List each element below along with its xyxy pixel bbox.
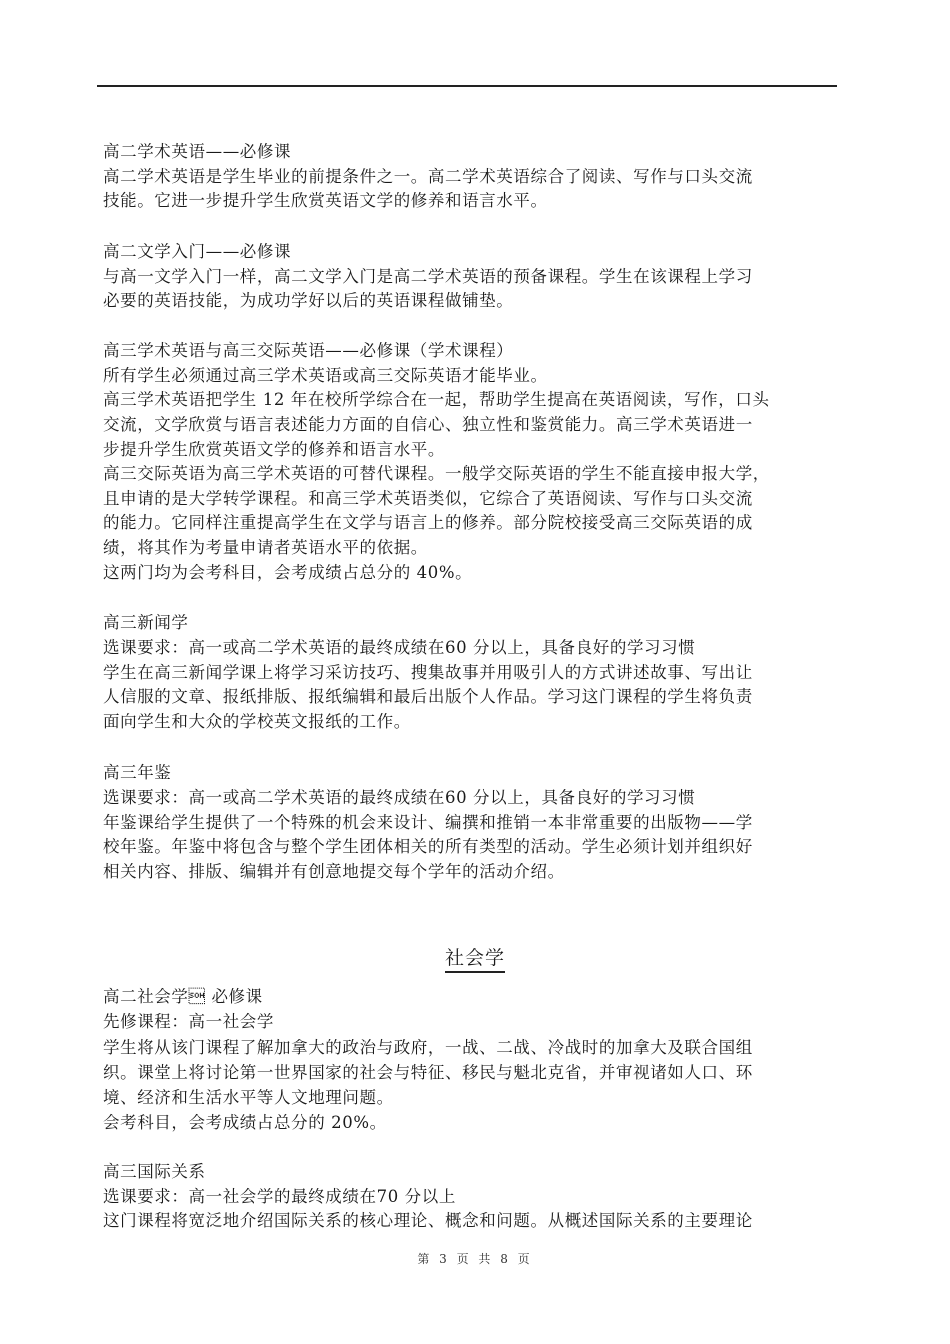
paragraph-line: 绩，将其作为考量申请者英语水平的依据。 bbox=[103, 538, 428, 557]
paragraph-line: 选课要求：高一或高二学术英语的最终成绩在60 分以上，具备良好的学习习惯 bbox=[103, 638, 696, 657]
paragraph-line: 所有学生必须通过高三学术英语或高三交际英语才能毕业。 bbox=[103, 366, 548, 385]
paragraph-line: 面向学生和大众的学校英文报纸的工作。 bbox=[103, 712, 411, 731]
header-rule bbox=[97, 85, 837, 87]
paragraph-line: 相关内容、排版、编辑并有创意地提交每个学年的活动介绍。 bbox=[103, 862, 565, 881]
paragraph-line: 与高一文学入门一样，高二文学入门是高二学术英语的预备课程。学生在该课程上学习 bbox=[103, 267, 753, 286]
section-title: 高二文学入门——必修课 bbox=[103, 242, 292, 261]
paragraph-line: 技能。它进一步提升学生欣赏英语文学的修养和语言水平。 bbox=[103, 191, 548, 210]
paragraph-line: 的能力。它同样注重提高学生在文学与语言上的修养。部分院校接受高三交际英语的成 bbox=[103, 513, 753, 532]
paragraph-line: 先修课程：高一社会学 bbox=[103, 1012, 274, 1031]
paragraph-line: 人信服的文章、报纸排版、报纸编辑和最后出版个人作品。学习这门课程的学生将负责 bbox=[103, 687, 753, 706]
social-studies-heading bbox=[0, 943, 950, 970]
paragraph-line: 这两门均为会考科目，会考成绩占总分的 40%。 bbox=[103, 563, 473, 582]
paragraph-line: 学生在高三新闻学课上将学习采访技巧、搜集故事并用吸引人的方式讲述故事、写出让 bbox=[103, 663, 753, 682]
paragraph-line: 这门课程将宽泛地介绍国际关系的核心理论、概念和问题。从概述国际关系的主要理论 bbox=[103, 1211, 753, 1230]
section-title: 高二学术英语——必修课 bbox=[103, 142, 292, 161]
paragraph-line: 学生将从该门课程了解加拿大的政治与政府，一战、二战、冷战时的加拿大及联合国组 bbox=[103, 1038, 753, 1057]
paragraph-line: 高二学术英语是学生毕业的前提条件之一。高二学术英语综合了阅读、写作与口头交流 bbox=[103, 167, 753, 186]
paragraph-line: 校年鉴。年鉴中将包含与整个学生团体相关的所有类型的活动。学生必须计划并组织好 bbox=[103, 837, 753, 856]
page-number-footer: 第 3 页 共 8 页 bbox=[417, 1252, 533, 1266]
section-title: 高三新闻学 bbox=[103, 613, 189, 632]
paragraph-line: 选课要求：高一或高二学术英语的最终成绩在60 分以上，具备良好的学习习惯 bbox=[103, 788, 696, 807]
paragraph-line: 交流，文学欣赏与语言表述能力方面的自信心、独立性和鉴赏能力。高三学术英语进一 bbox=[103, 415, 753, 434]
paragraph-line: 织。课堂上将讨论第一世界国家的社会与特征、移民与魁北克省，并审视诸如人口、环 bbox=[103, 1063, 753, 1082]
paragraph-line: 高三学术英语把学生 12 年在校所学综合在一起，帮助学生提高在英语阅读，写作，口头 bbox=[103, 390, 770, 409]
paragraph-line: 境、经济和生活水平等人文地理问题。 bbox=[103, 1088, 394, 1107]
paragraph-line: 高三交际英语为高三学术英语的可替代课程。一般学交际英语的学生不能直接申报大学， bbox=[103, 464, 770, 483]
paragraph-line: 且申请的是大学转学课程。和高三学术英语类似，它综合了英语阅读、写作与口头交流 bbox=[103, 489, 753, 508]
paragraph-line: 会考科目，会考成绩占总分的 20%。 bbox=[103, 1113, 387, 1132]
section-title: 高三学术英语与高三交际英语——必修课（学术课程） bbox=[103, 341, 514, 360]
paragraph-line: 年鉴课给学生提供了一个特殊的机会来设计、编撰和推销一本非常重要的出版物——学 bbox=[103, 813, 753, 832]
paragraph-line: 必要的英语技能，为成功学好以后的英语课程做铺垫。 bbox=[103, 291, 514, 310]
paragraph-line: 选课要求：高一社会学的最终成绩在70 分以上 bbox=[103, 1187, 456, 1206]
section-title: 高三年鉴 bbox=[103, 763, 172, 782]
section-title: 高二社会学 必修课 bbox=[103, 987, 263, 1006]
paragraph-line: 步提升学生欣赏英语文学的修养和语言水平。 bbox=[103, 440, 445, 459]
heading-text: 社会学 bbox=[445, 947, 505, 973]
section-title: 高三国际关系 bbox=[103, 1162, 206, 1181]
